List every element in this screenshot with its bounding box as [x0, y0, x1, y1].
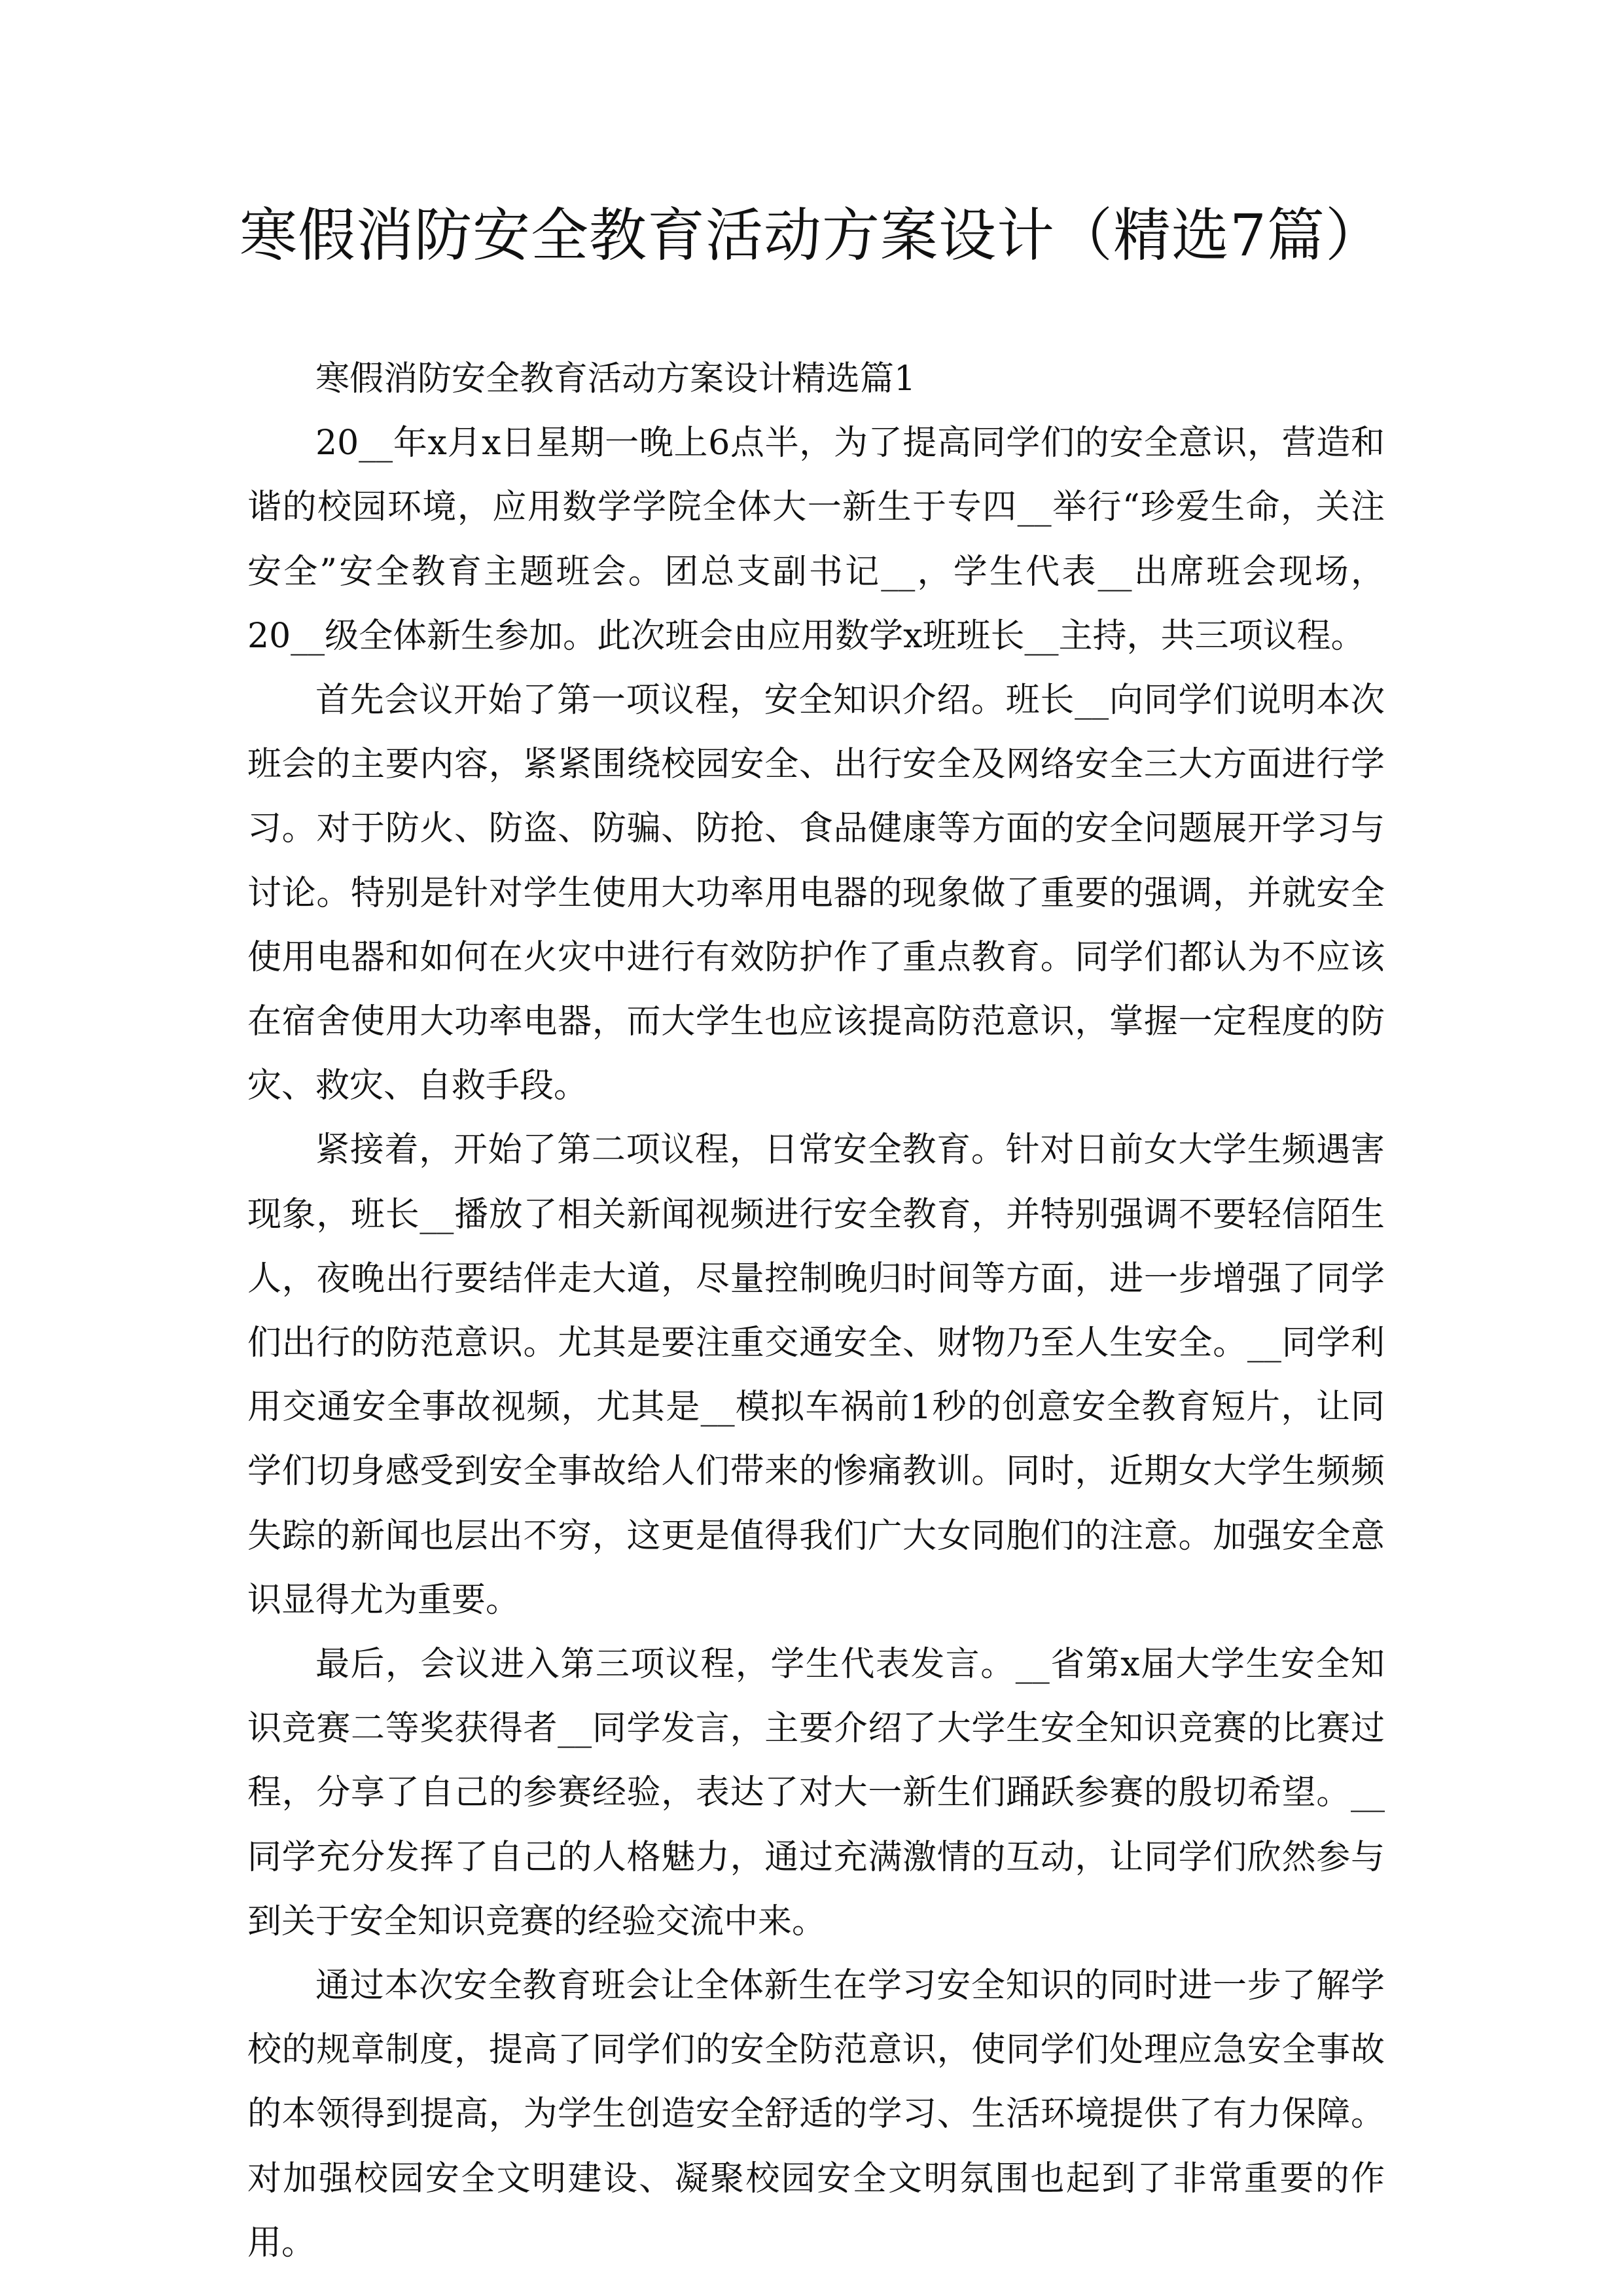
paragraph: 首先会议开始了第一项议程，安全知识介绍。班长__向同学们说明本次班会的主要内容，紧紧围绕校园安全、出行安全及网络安全三大方面进行学习。对于防火、防盗、防骗、防抢、食品健康等方面的安全问题展开学习与讨论。特别是针对学生使用大功率用电器的现象做了重要的强调，并就安全使用电器和如何在火灾中进行有效防护作了重点教育。同学们都认为不应该在宿舍使用大功率电器，而大学生也应该提高防范意识，掌握一定程度的防灾、救灾、自救手段。 [247, 681, 1385, 1106]
paragraph: 最后，会议进入第三项议程，学生代表发言。__省第x届大学生安全知识竞赛二等奖获得者__同学发言，主要介绍了大学生安全知识竞赛的比赛过程，分享了自己的参赛经验，表达了对大一新生们踊跃参赛的殷切希望。__同学充分发挥了自己的人格魅力，通过充满激情的互动，让同学们欣然参与到关于安全知识竞赛的经验交流中来。 [247, 1645, 1385, 1941]
section-heading: 寒假消防安全教育活动方案设计精选篇1 [315, 359, 916, 399]
paragraph: 20__年x月x日星期一晚上6点半，为了提高同学们的安全意识，营造和谐的校园环境，应用数学学院全体大一新生于专四__举行“珍爱生命，关注安全”安全教育主题班会。团总支副书记__，学生代表__出席班会现场，20__级全体新生参加。此次班会由应用数学x班班长__主持，共三项议程。 [247, 423, 1385, 656]
document-body [247, 347, 1385, 2275]
paragraph: 紧接着，开始了第二项议程，日常安全教育。针对日前女大学生频遇害现象，班长__播放了相关新闻视频进行安全教育，并特别强调不要轻信陌生人，夜晚出行要结伴走大道，尽量控制晚归时间等方面，进一步增强了同学们出行的防范意识。尤其是要注重交通安全、财物乃至人生安全。__同学利用交通安全事故视频，尤其是__模拟车祸前1秒的创意安全教育短片，让同学们切身感受到安全事故给人们带来的惨痛教训。同时，近期女大学生频频失踪的新闻也层出不穷，这更是值得我们广大女同胞们的注意。加强安全意识显得尤为重要。 [247, 1130, 1385, 1620]
document-title: 寒假消防安全教育活动方案设计（精选7篇） [240, 202, 1383, 269]
paragraph: 通过本次安全教育班会让全体新生在学习安全知识的同时进一步了解学校的规章制度，提高了同学们的安全防范意识，使同学们处理应急安全事故的本领得到提高，为学生创造安全舒适的学习、生活环境提供了有力保障。对加强校园安全文明建设、凝聚校园安全文明氛围也起到了非常重要的作用。 [247, 1966, 1385, 2263]
